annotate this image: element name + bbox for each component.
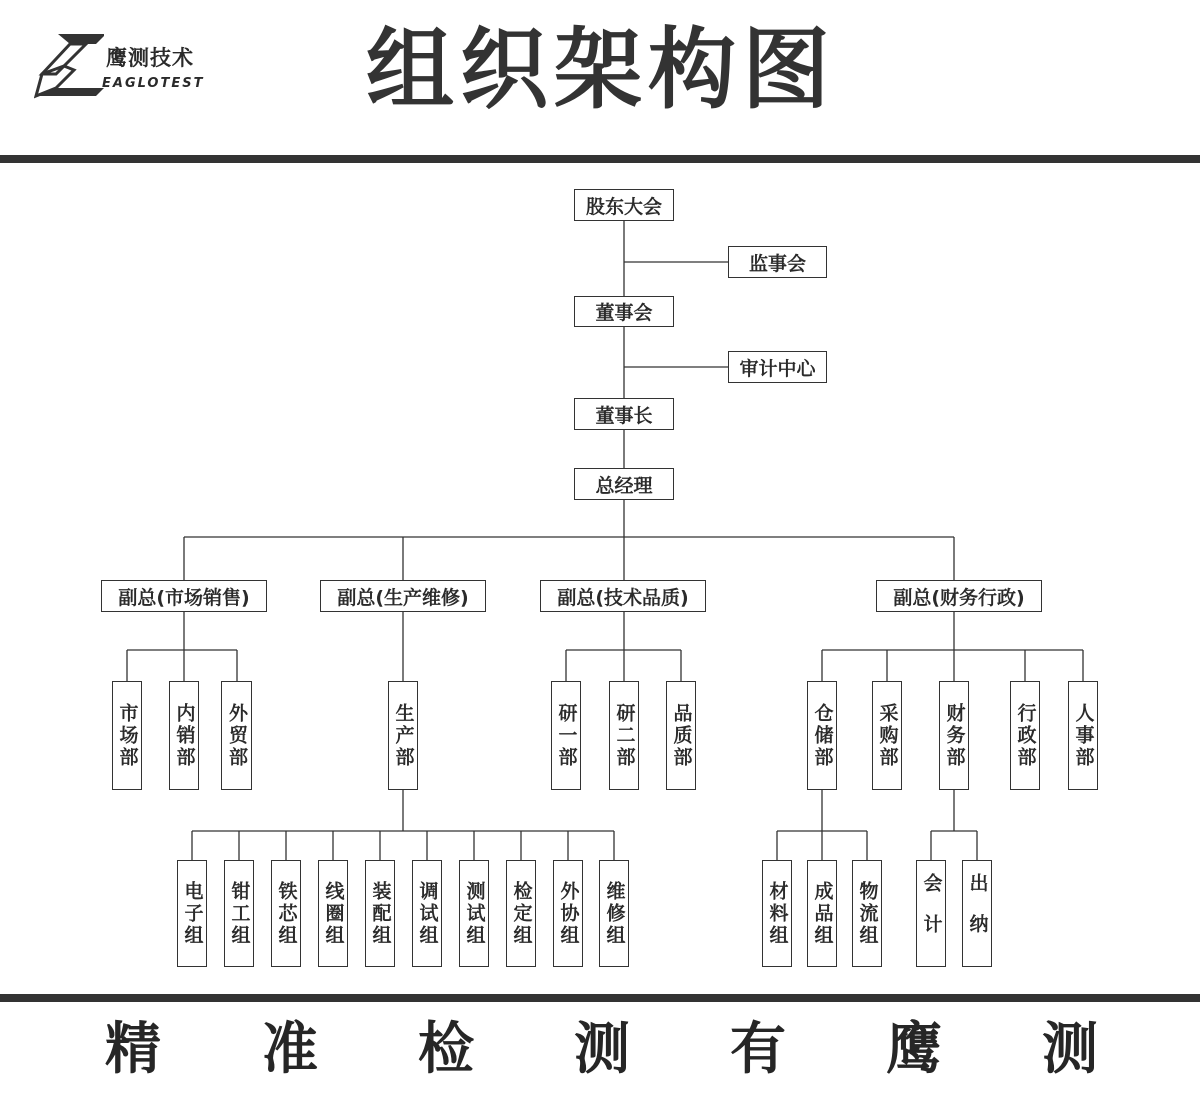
node-accounting: 会计 — [916, 860, 946, 967]
slogan-char: 精 — [105, 1017, 161, 1082]
node-iron-core-group: 铁芯组 — [271, 860, 301, 967]
slogan-char: 准 — [262, 1017, 318, 1082]
node-assembly-group: 装配组 — [365, 860, 395, 967]
node-rd2-dept: 研二部 — [609, 681, 639, 790]
page-title: 组织架构图 — [366, 18, 837, 121]
node-finance-dept: 财务部 — [939, 681, 969, 790]
node-testing-group: 测试组 — [459, 860, 489, 967]
node-hr-dept: 人事部 — [1068, 681, 1098, 790]
node-repair-group: 维修组 — [599, 860, 629, 967]
slogan-char: 鹰 — [886, 1017, 942, 1082]
node-admin-dept: 行政部 — [1010, 681, 1040, 790]
node-foreign-trade-dept: 外贸部 — [221, 681, 252, 790]
node-cashier: 出纳 — [962, 860, 992, 967]
node-vp-production: 副总(生产维修) — [320, 580, 486, 612]
node-coil-group: 线圈组 — [318, 860, 348, 967]
slogan-char: 有 — [730, 1017, 786, 1082]
node-vp-sales: 副总(市场销售) — [101, 580, 267, 612]
node-quality-dept: 品质部 — [666, 681, 696, 790]
node-vp-tech: 副总(技术品质) — [540, 580, 706, 612]
node-tuning-group: 调试组 — [412, 860, 442, 967]
node-market-dept: 市场部 — [112, 681, 142, 790]
node-rd1-dept: 研一部 — [551, 681, 581, 790]
node-shareholders: 股东大会 — [574, 189, 674, 221]
node-outsourcing-group: 外协组 — [553, 860, 583, 967]
node-chairman: 董事长 — [574, 398, 674, 430]
logo-english-name: EAGLOTEST — [102, 76, 205, 91]
slogan-char: 测 — [1042, 1017, 1098, 1082]
footer-slogan — [0, 1010, 1200, 1090]
node-audit-center: 审计中心 — [728, 351, 827, 383]
slogan-char: 测 — [574, 1017, 630, 1082]
node-logistics-group: 物流组 — [852, 860, 882, 967]
node-board: 董事会 — [574, 296, 674, 327]
logo-chinese-name: 鹰测技术 — [106, 46, 194, 70]
node-production-dept: 生产部 — [388, 681, 418, 790]
node-vp-finance: 副总(财务行政) — [876, 580, 1042, 612]
slogan-char: 检 — [418, 1017, 474, 1082]
node-calibration-group: 检定组 — [506, 860, 536, 967]
node-domestic-sales-dept: 内销部 — [169, 681, 199, 790]
node-fitter-group: 钳工组 — [224, 860, 254, 967]
node-materials-group: 材料组 — [762, 860, 792, 967]
node-supervisors: 监事会 — [728, 246, 827, 278]
node-electronics-group: 电子组 — [177, 860, 207, 967]
node-purchasing-dept: 采购部 — [872, 681, 902, 790]
node-general-manager: 总经理 — [574, 468, 674, 500]
node-finished-goods-group: 成品组 — [807, 860, 837, 967]
node-warehouse-dept: 仓储部 — [807, 681, 837, 790]
